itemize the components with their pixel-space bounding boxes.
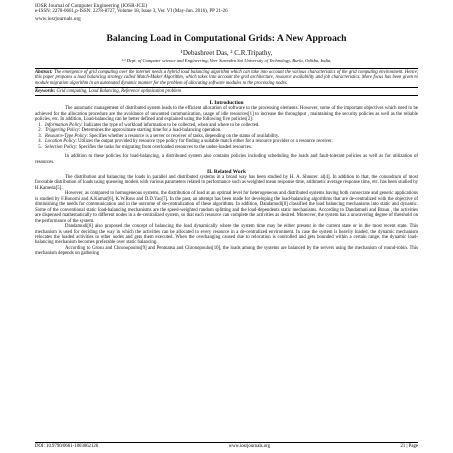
policy-term: Location Policy xyxy=(45,139,76,145)
footer-website[interactable]: www.iosrjournals.org xyxy=(228,444,271,449)
policy-desc: : Specifies whether a resource is a server or receiver of tasks, depending on the status of availability. xyxy=(86,133,280,139)
journal-website[interactable]: www.iosrjournals.org xyxy=(35,15,81,22)
policy-term: Selection Policy xyxy=(45,144,77,150)
policy-term: Information Policy xyxy=(45,122,82,128)
paper-authors: ¹Debashreet Das, ² C.R.Tripathy, xyxy=(180,49,273,58)
policy-desc: : Determines the approximate starting time for a load-balancing operation. xyxy=(78,128,222,134)
section-heading-introduction: I. Introduction xyxy=(209,100,244,107)
section-heading-related-work: II. Related Work xyxy=(207,168,246,175)
author-affiliation: ¹·² Dept. of Computer science and Engineering, Veer Surendra Sai University of Technology, Burla, Odisha, India, xyxy=(121,58,332,64)
related-paragraph-4: According to Grosu and Chronopoulos[9] and Penmatsa and Chronopoulos[10], the loads among the systems are balanced by the servers using the mechanism of round-robin. This mechanism depends on gathering xyxy=(35,245,418,257)
intro-paragraph-1: The automatic management of distributed system leads to the efficient allocation of software to the processing elements. However, some of the important objectives which need to be achieved for the allocation procedure are the avoidance of unwanted communication, usage of idle resources[1] to increase the throughput , maintaining the security policies as well as the reliable policies, etc. In addition, Load-balancing can be better defined and explained using the following five policies[2]: xyxy=(35,106,418,123)
abstract-label: Abstract: xyxy=(35,69,53,75)
keywords-text: Grid computing, Load Balancing, Reference optimization problem xyxy=(55,89,181,95)
policy-desc: : Specifies the tasks for migrating from overloaded resources to the under-loaded resources. xyxy=(76,144,252,150)
abstract-block xyxy=(35,68,418,88)
keywords-block xyxy=(35,89,418,96)
keywords-label: Keywords: xyxy=(35,89,56,95)
related-paragraph-2: However, as compared to homogeneous systems, the distribution of load at an optimal level for heterogeneous and distributed systems having both consecrate and generic applications is studied by F.Bonomi and A.Kumar[6], K.W.Ross and D.D.Yao[7]. In the past, an attempt has been made for developing the load-balancing algorithms that are de-centralized with the objective of diminishing the needs for communication and in the outcome of de-centralization of these algorithms. In addition, Dandamudi[8] classified the load balancing mechanisms into static and dynamic. Some of the conventional static load-balancing mechanisms are the speed-weighted random splitting and the load-dependents static mechanisms. According to Dandamudi and Braun , the activities are dispensed mathematically to different nodes in a de-centralized system, so that each resource can complete the activities as desired. Moreover, the system has a unwavering degree of threshold on the performance of the system. xyxy=(35,191,418,224)
page-footer xyxy=(35,442,418,450)
footer-doi: DOI: 10.9790/0661-1803062126 xyxy=(35,444,99,449)
journal-name: IOSR Journal of Computer Engineering (IOSR-JCE) xyxy=(35,3,147,9)
journal-issn: e-ISSN: 2278-0661,p-ISSN: 2278-8727, Volume 18, Issue 3, Ver. VI (May-Jun. 2016), PP 21-26 xyxy=(35,9,228,15)
policy-desc: : Utilizes the output provided by resource type policy for finding a suitable match either for a resource provider or a resource receiver. xyxy=(75,139,333,145)
policy-list xyxy=(35,123,418,150)
policy-desc: : Indicates the type of workload information to be collected, when and where to be collected. xyxy=(81,122,260,128)
intro-paragraph-2: In addition to these policies for load-balancing, a distributed system also contains policies including scheduling the loads and fault-tolerant policies as well as for utilization of resources. xyxy=(35,154,418,165)
paper-title: Balancing Load in Computational Grids: A New Approach xyxy=(106,33,347,45)
related-paragraph-1: The distribution and balancing the loads in parallel and distributed systems in a broad way has been studied by H. A. Shnurer. al[4]. In addition to that, the conundrum of most favorable distribution of loads using queueing models with various parameters related to performance such as weighted mean response time, arithmetic average response time, etc. has been studied by H.Kameda[5] . xyxy=(35,174,418,191)
abstract-text: The emergence of grid computing over the internet needs a hybrid load balancing algorithm which can take into account the various characteristics of the grid computing environment. Hence, this paper proposes a load balancing strategy called Match-Maker Algorithm, which takes into account the grid architecture, resource availability and job characteristics. More focus has been given to module migration algorithm in an automated dynamic manner for the problem of allocating software modules to the processing nodes. xyxy=(35,69,418,86)
policy-term: Triggering Policy xyxy=(45,128,79,134)
journal-header xyxy=(35,3,418,22)
related-paragraph-3: Dandamudi[8] also proposed the concept of balancing the load dynamically where the system time may be either present in the current state or in the most recent state. This mechanism is used for deciding the way in which the activities can be allocated to every resource in a de-centralized environment. In case the system is heavily loaded, the dynamic mechanism relocates the loaded activities to other nodes and gets them executed. When the overhanging caused due to relocation is controlled and gets bounded within a certain range, the dynamic load-balancing mechanism becomes preferable over static balancing. xyxy=(35,224,418,246)
policy-term: Resource-Type Policy xyxy=(45,133,87,139)
footer-page-number: 21 | Page xyxy=(400,444,418,449)
